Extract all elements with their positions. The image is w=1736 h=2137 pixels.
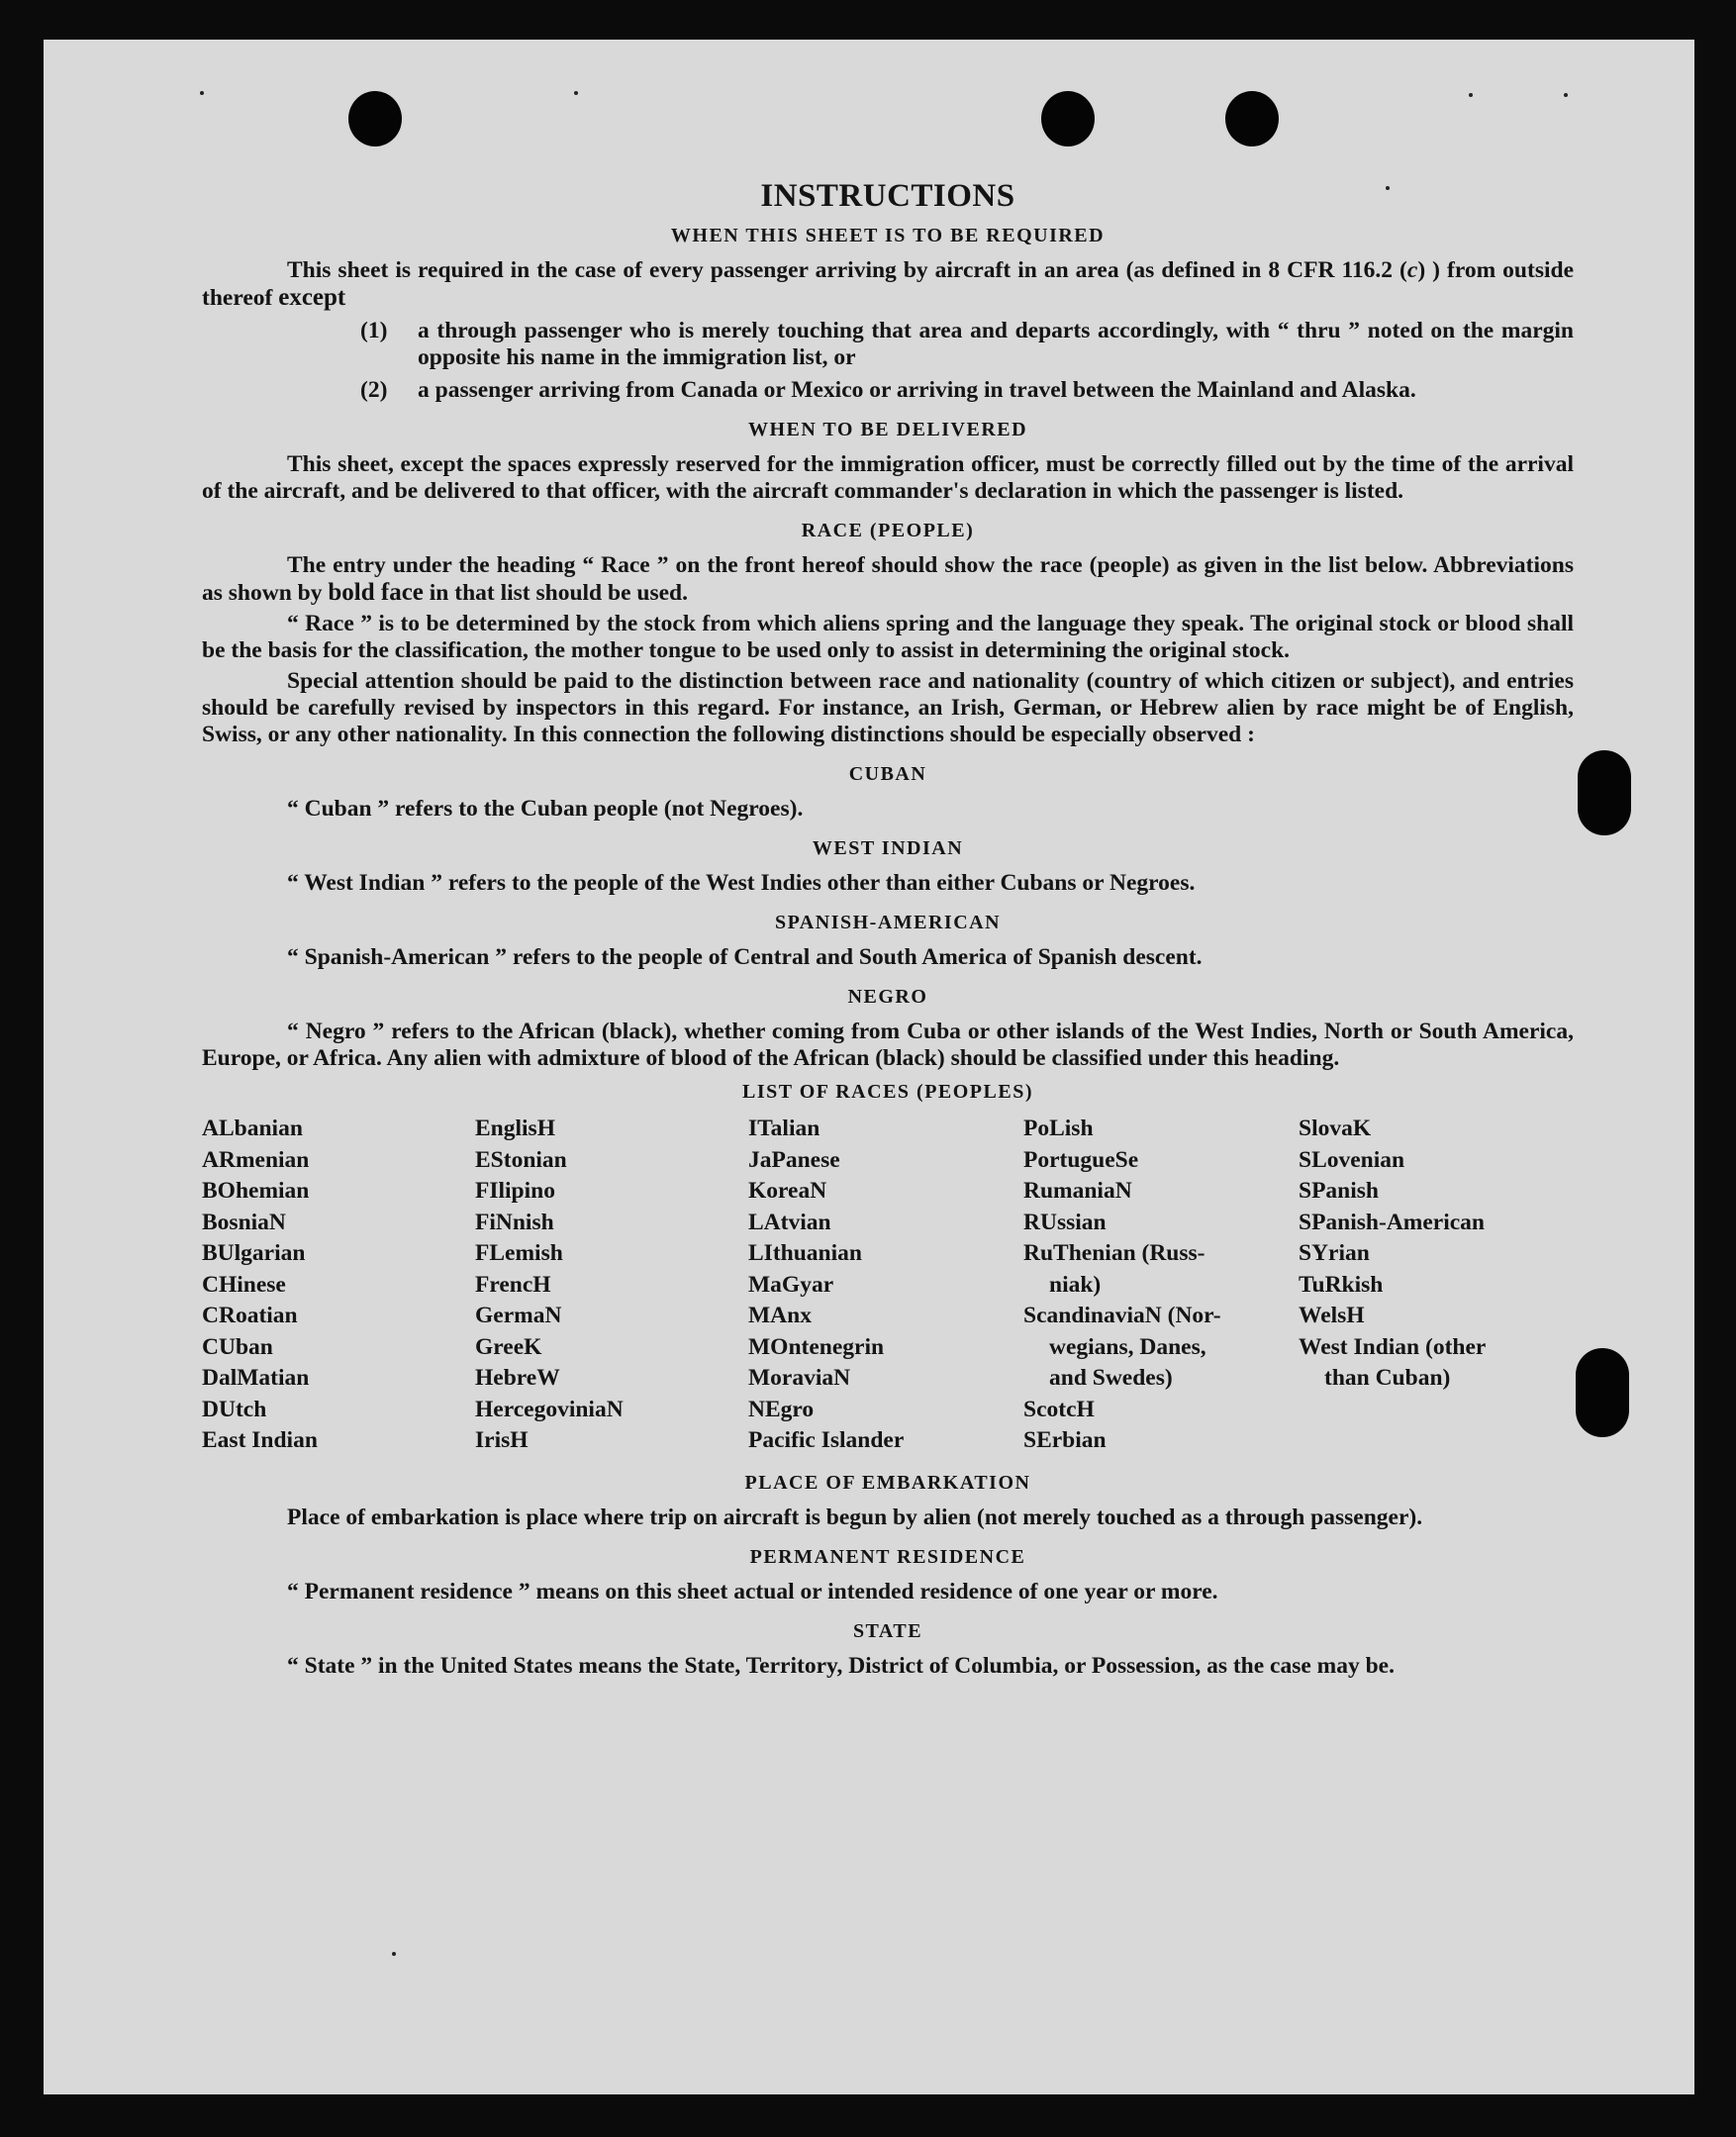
race-entry: LAtvian xyxy=(748,1209,831,1235)
race-entry: BOhemian xyxy=(202,1178,310,1204)
race-entry: SErbian xyxy=(1023,1427,1107,1453)
embarkation-text: Place of embarkation is place where trip on aircraft is begun by alien (not merely touched as a through passenger). xyxy=(287,1504,1423,1530)
race-paragraph-1: The entry under the heading “ Race ” on the front hereof should show the race (people) as given in the list below. Abbreviations as shown by bold face in that list should be used. xyxy=(202,552,1574,606)
residence-text: “ Permanent residence ” means on this sheet actual or intended residence of one year or more. xyxy=(287,1578,1218,1604)
race-entry: RUssian xyxy=(1023,1209,1107,1235)
race-entry: BosniaN xyxy=(202,1209,286,1235)
exception-item: (2) a passenger arriving from Canada or Mexico or arriving in travel between the Mainland and Alaska. xyxy=(360,377,1416,403)
speck xyxy=(1469,93,1473,97)
race-entry: NEgro xyxy=(748,1396,815,1422)
race-entry: RuThenian (Russ- xyxy=(1023,1240,1206,1266)
heading-when-delivered: WHEN TO BE DELIVERED xyxy=(747,419,1028,440)
races-column-4 xyxy=(1023,1114,1299,1457)
heading-place-of-embarkation: PLACE OF EMBARKATION xyxy=(744,1471,1031,1494)
punch-hole xyxy=(348,91,402,146)
west-indian-text: “ West Indian ” refers to the people of the West Indies other than either Cubans or Negroes. xyxy=(287,870,1196,896)
race-entry: ALbanian xyxy=(202,1116,303,1141)
race-entry: niak) xyxy=(1049,1271,1102,1298)
when-required-intro: This sheet is required in the case of every passenger arriving by aircraft in an area (as defined in 8 CFR 116.2 (c) ) from outside thereof except xyxy=(202,257,1574,311)
race-entry: FrencH xyxy=(475,1271,551,1298)
race-entry: HercegoviniaN xyxy=(475,1396,624,1422)
race-entry: FiNnish xyxy=(475,1209,554,1235)
punch-hole xyxy=(1225,91,1279,146)
race-entry: MoraviaN xyxy=(748,1365,851,1391)
when-delivered-text: This sheet, except the spaces expressly reserved for the immigration officer, must be correctly filled out by the time of the arrival of the aircraft, and be delivered to that officer, with the aircraft commander's declaration in which the passenger is listed. xyxy=(202,451,1574,504)
heading-negro: NEGRO xyxy=(847,986,928,1008)
race-entry: RumaniaN xyxy=(1023,1178,1132,1204)
race-entry: JaPanese xyxy=(748,1146,840,1173)
race-entry: MOntenegrin xyxy=(748,1333,885,1360)
punch-hole xyxy=(1041,91,1095,146)
race-entry: DalMatian xyxy=(202,1365,310,1391)
race-entry: SPanish-American xyxy=(1299,1209,1485,1235)
race-entry: KoreaN xyxy=(748,1178,827,1204)
races-column-5 xyxy=(1299,1114,1574,1457)
race-entry: East Indian xyxy=(202,1427,318,1453)
speck xyxy=(200,91,204,95)
heading-spanish-american: SPANISH-AMERICAN xyxy=(774,912,1002,933)
race-entry: CRoatian xyxy=(202,1303,298,1328)
speck xyxy=(574,91,578,95)
negro-text: “ Negro ” refers to the African (black), whether coming from Cuba or other islands of the West Indies, North or South America, Europe, or Africa. Any alien with admixture of blood of the African (black) should be classified under this heading. xyxy=(202,1019,1574,1071)
race-entry: GreeK xyxy=(475,1333,542,1360)
race-entry: MaGyar xyxy=(748,1271,834,1298)
race-entry: HebreW xyxy=(475,1365,560,1391)
race-entry: EnglisH xyxy=(475,1116,555,1141)
document-page xyxy=(44,40,1694,2094)
race-entry: PortugueSe xyxy=(1023,1146,1139,1173)
punch-hole xyxy=(1578,750,1631,835)
race-entry: than Cuban) xyxy=(1324,1365,1451,1391)
race-entry: DUtch xyxy=(202,1396,267,1422)
race-entry: LIthuanian xyxy=(748,1240,862,1266)
punch-hole xyxy=(1576,1348,1629,1437)
state-text: “ State ” in the United States means the State, Territory, District of Columbia, or Possession, as the case may be. xyxy=(287,1652,1395,1679)
race-entry: FIlipino xyxy=(475,1178,555,1204)
heading-permanent-residence: PERMANENT RESIDENCE xyxy=(749,1545,1026,1568)
race-entry: wegians, Danes, xyxy=(1049,1333,1206,1360)
heading-race: RACE (PEOPLE) xyxy=(801,520,975,541)
race-entry: SYrian xyxy=(1299,1240,1370,1266)
race-entry: ScandinaviaN (Nor- xyxy=(1023,1303,1221,1328)
race-paragraph-3: Special attention should be paid to the distinction between race and nationality (country of which citizen or subject), and entries should be carefully revised by inspectors in this regard. For instance, an Irish, German, or Hebrew alien by race might be of English, Swiss, or any other nationality. In this connection the following distinctions should be especially observed : xyxy=(202,668,1574,747)
race-entry: GermaN xyxy=(475,1303,562,1328)
races-column-2 xyxy=(475,1114,748,1457)
heading-when-required: WHEN THIS SHEET IS TO BE REQUIRED xyxy=(670,225,1106,246)
race-entry: WelsH xyxy=(1299,1303,1365,1328)
race-entry: MAnx xyxy=(748,1303,812,1328)
race-entry: EStonian xyxy=(475,1146,567,1173)
heading-state: STATE xyxy=(852,1619,923,1642)
race-entry: West Indian (other xyxy=(1299,1333,1487,1360)
page-title: INSTRUCTIONS xyxy=(760,178,1015,214)
instructions-content xyxy=(202,176,1574,1684)
races-column-3 xyxy=(748,1114,1023,1457)
race-entry: IrisH xyxy=(475,1427,529,1453)
spanish-american-text: “ Spanish-American ” refers to the people of Central and South America of Spanish descent. xyxy=(287,944,1203,970)
race-entry: SlovaK xyxy=(1299,1116,1372,1141)
race-entry: SLovenian xyxy=(1299,1146,1405,1173)
race-entry: CUban xyxy=(202,1333,273,1360)
heading-west-indian: WEST INDIAN xyxy=(812,837,964,859)
race-entry: ARmenian xyxy=(202,1146,310,1173)
exception-item: (1) a through passenger who is merely touching that area and departs accordingly, with “ thru ” noted on the margin opposite his name in the immigration list, or xyxy=(360,318,1574,370)
race-entry: TuRkish xyxy=(1299,1271,1384,1298)
races-column-1 xyxy=(202,1114,475,1457)
race-entry: PoLish xyxy=(1023,1116,1094,1141)
heading-list-of-races: LIST OF RACES (PEOPLES) xyxy=(741,1081,1033,1103)
race-entry: Pacific Islander xyxy=(748,1427,905,1453)
cuban-text: “ Cuban ” refers to the Cuban people (not Negroes). xyxy=(287,796,804,822)
heading-cuban: CUBAN xyxy=(848,763,927,785)
race-entry: and Swedes) xyxy=(1049,1365,1173,1391)
speck xyxy=(392,1952,396,1956)
race-entry: ScotcH xyxy=(1023,1396,1095,1422)
race-entry: BUlgarian xyxy=(202,1240,306,1266)
race-entry: ITalian xyxy=(748,1116,820,1141)
race-paragraph-2: “ Race ” is to be determined by the stock from which aliens spring and the language they speak. The original stock or blood shall be the basis for the classification, the mother tongue to be used only to assist in determining the original stock. xyxy=(202,611,1574,663)
speck xyxy=(1564,93,1568,97)
race-entry: FLemish xyxy=(475,1240,563,1266)
race-entry: SPanish xyxy=(1299,1178,1379,1204)
race-entry: CHinese xyxy=(202,1271,286,1298)
races-list xyxy=(202,1114,1574,1457)
